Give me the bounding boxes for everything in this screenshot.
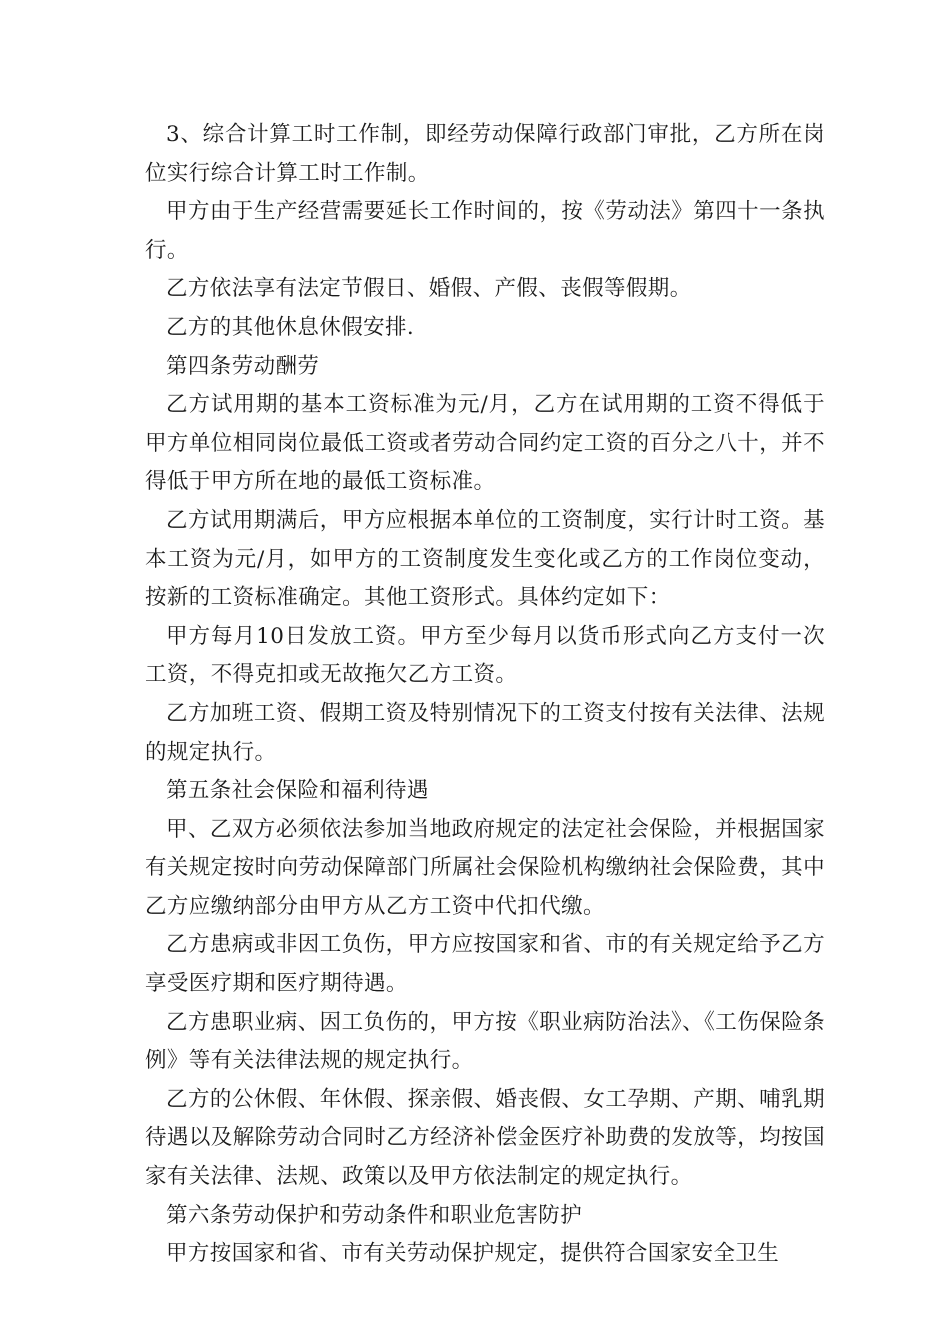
paragraph-leave-benefits: 乙方的公休假、年休假、探亲假、婚丧假、女工孕期、产期、哺乳期待遇以及解除劳动合同时乙方经济补偿金医疗补助费的发放等，均按国家有关法律、法规、政策以及甲方依法制定的规定执行。 [145,1086,825,1190]
paragraph-probation-wage: 乙方试用期的基本工资标准为元/月，乙方在试用期的工资不得低于甲方单位相同岗位最低工资或者劳动合同约定工资的百分之八十，并不得低于甲方所在地的最低工资标准。 [145,392,825,495]
paragraph-comprehensive-hours: 3、综合计算工时工作制，即经劳动保障行政部门审批，乙方所在岗位实行综合计算工时工作制。 [145,122,825,186]
paragraph-statutory-holidays: 乙方依法享有法定节假日、婚假、产假、丧假等假期。 [166,276,692,302]
paragraph-other-leave: 乙方的其他休息休假安排. [166,314,415,340]
section-heading-article-6: 第六条劳动保护和劳动条件和职业危害防护 [166,1202,583,1228]
paragraph-occupational-disease: 乙方患职业病、因工负伤的，甲方按《职业病防治法》、《工伤保险条例》等有关法律法规的规定执行。 [145,1009,825,1074]
section-heading-article-5: 第五条社会保险和福利待遇 [166,778,429,804]
document-body [145,116,825,1274]
section-heading-article-4: 第四条劳动酬劳 [166,353,320,379]
paragraph-overtime-extension: 甲方由于生产经营需要延长工作时间的，按《劳动法》第四十一条执行。 [145,199,825,263]
paragraph-labor-protection: 甲方按国家和省、市有关劳动保护规定，提供符合国家安全卫生 [166,1241,780,1267]
paragraph-post-probation-wage: 乙方试用期满后，甲方应根据本单位的工资制度，实行计时工资。基本工资为元/月，如甲方的工资制度发生变化或乙方的工作岗位变动，按新的工资标准确定。其他工资形式。具体约定如下： [145,507,825,611]
paragraph-overtime-pay: 乙方加班工资、假期工资及特别情况下的工资支付按有关法律、法规的规定执行。 [145,700,825,765]
paragraph-sick-leave: 乙方患病或非因工负伤，甲方应按国家和省、市的有关规定给予乙方享受医疗期和医疗期待遇。 [145,932,825,997]
paragraph-payday: 甲方每月10日发放工资。甲方至少每月以货币形式向乙方支付一次工资，不得克扣或无故拖欠乙方工资。 [145,623,825,688]
paragraph-social-insurance: 甲、乙双方必须依法参加当地政府规定的法定社会保险，并根据国家有关规定按时向劳动保障部门所属社会保险机构缴纳社会保险费，其中乙方应缴纳部分由甲方从乙方工资中代扣代缴。 [145,816,825,919]
